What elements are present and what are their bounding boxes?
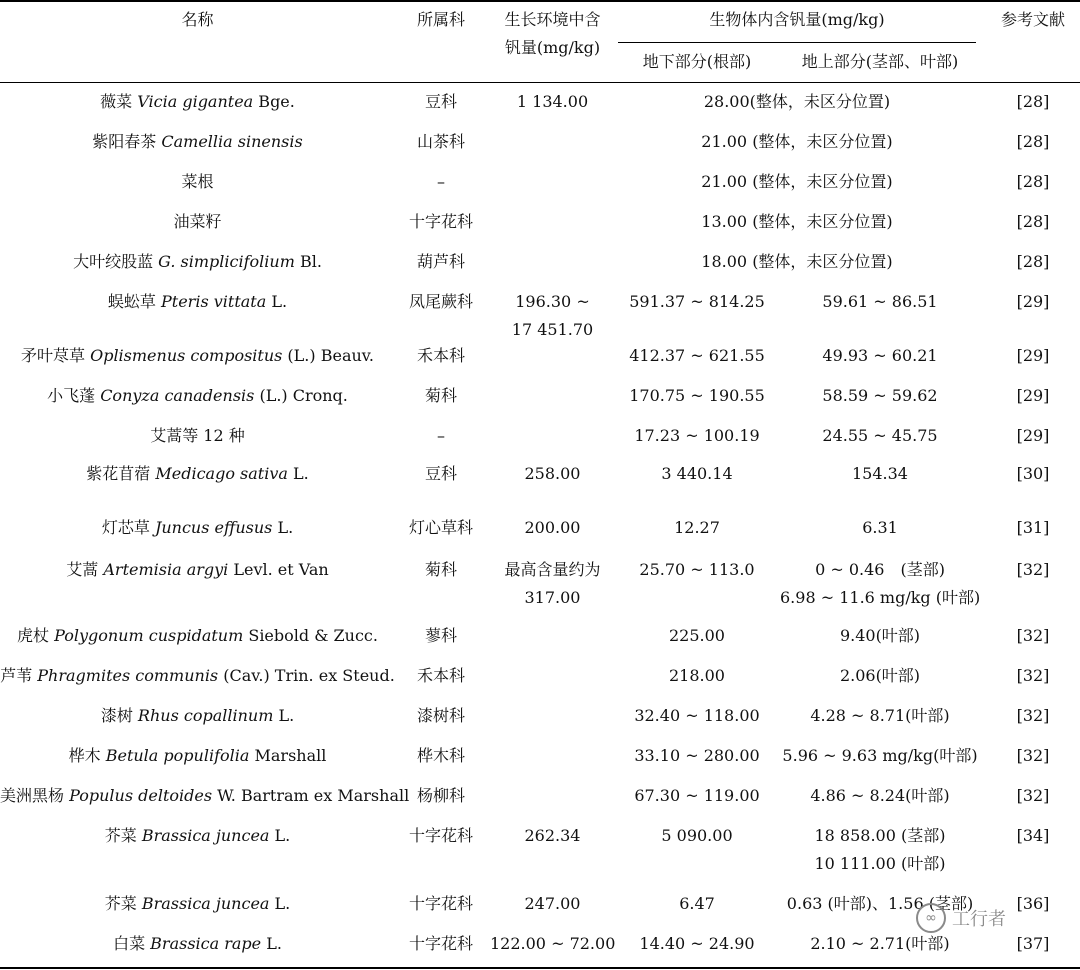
row-family: 蓼科: [424, 626, 457, 645]
row-reference: [29]: [1016, 386, 1050, 405]
row-reference: [32]: [1016, 560, 1050, 579]
row-aboveground: 9.40(叶部): [839, 626, 921, 645]
row-author: L.: [261, 934, 282, 953]
row-underground: 225.00: [669, 626, 725, 645]
row-family: 山茶科: [416, 132, 465, 151]
row-family: 杨柳科: [416, 786, 465, 805]
row-name-cell: [0, 460, 395, 488]
row-family: 漆树科: [416, 706, 465, 725]
row-aboveground-line2: 6.98 ~ 11.6 mg/kg (叶部): [780, 588, 981, 607]
row-name-cell: [0, 248, 395, 276]
row-reference: [29]: [1016, 426, 1050, 445]
row-latin-name: Brassica juncea: [141, 826, 270, 845]
row-underground: 17.23 ~ 100.19: [634, 426, 760, 445]
row-family: 菊科: [424, 560, 457, 579]
row-name-cell: [0, 168, 395, 196]
row-merged-value: 28.00(整体，未区分位置): [703, 92, 891, 111]
row-aboveground: 5.96 ~ 9.63 mg/kg(叶部): [782, 746, 978, 765]
row-underground: 14.40 ~ 24.90: [639, 934, 755, 953]
row-name-cell: [0, 890, 395, 918]
row-env-line2: 317.00: [524, 588, 581, 607]
row-aboveground: 4.28 ~ 8.71(叶部): [810, 706, 950, 725]
row-author: (L.) Beauv.: [282, 346, 375, 365]
row-latin-name: Medicago sativa: [155, 464, 288, 483]
row-family: 十字花科: [408, 934, 473, 953]
row-name-cell: [0, 556, 395, 584]
row-reference: [32]: [1016, 626, 1050, 645]
row-env: 1 134.00: [516, 92, 589, 111]
row-common-name: 桦木: [68, 746, 106, 765]
row-reference: [28]: [1016, 172, 1050, 191]
row-underground: 591.37 ~ 814.25: [629, 292, 765, 311]
row-family: 禾本科: [416, 666, 465, 685]
row-name-cell: [0, 622, 395, 650]
row-reference: [28]: [1016, 92, 1050, 111]
row-author: L.: [269, 894, 291, 913]
row-underground: 3 440.14: [661, 464, 733, 483]
row-family: 禾本科: [416, 346, 465, 365]
row-author: L.: [269, 826, 291, 845]
row-author: (Cav.) Trin. ex Steud.: [218, 666, 395, 685]
row-aboveground: 24.55 ~ 45.75: [822, 426, 938, 445]
row-aboveground: 154.34: [852, 464, 908, 483]
row-merged-value: 21.00 (整体，未区分位置): [701, 172, 893, 191]
top-rule: [0, 0, 1080, 2]
row-name-cell: [0, 662, 395, 690]
row-family: –: [437, 172, 445, 191]
row-name-cell: [0, 930, 395, 958]
row-name-cell: [0, 128, 395, 156]
row-author: Marshall: [249, 746, 327, 765]
row-underground: 5 090.00: [661, 826, 733, 845]
row-latin-name: Juncus effusus: [154, 518, 273, 537]
row-env: 122.00 ~ 72.00: [490, 934, 616, 953]
wechat-logo-icon: ∞: [916, 903, 946, 933]
row-family: 灯心草科: [408, 518, 473, 537]
row-name-cell: [0, 208, 395, 236]
row-aboveground: 2.10 ~ 2.71(叶部): [810, 934, 950, 953]
row-reference: [29]: [1016, 346, 1050, 365]
row-name-cell: [0, 742, 395, 770]
row-underground: 25.70 ~ 113.0: [639, 560, 755, 579]
row-latin-name: Conyza canadensis: [100, 386, 255, 405]
row-common-name: 紫阳春茶: [92, 132, 162, 151]
row-env: 247.00: [524, 894, 581, 913]
row-underground: 67.30 ~ 119.00: [634, 786, 760, 805]
row-common-name: 菜根: [181, 172, 214, 191]
row-common-name: 芥菜: [104, 894, 142, 913]
row-name-cell: [0, 288, 395, 316]
row-common-name: 虎杖: [17, 626, 55, 645]
row-latin-name: Camellia sinensis: [161, 132, 303, 151]
row-latin-name: Brassica juncea: [141, 894, 270, 913]
row-family: 十字花科: [408, 894, 473, 913]
row-name-cell: [0, 382, 395, 410]
row-author: L.: [266, 292, 288, 311]
row-merged-value: 18.00 (整体，未区分位置): [701, 252, 893, 271]
row-common-name: 艾蒿: [66, 560, 104, 579]
row-name-cell: [0, 822, 395, 850]
row-reference: [30]: [1016, 464, 1050, 483]
row-common-name: 芥菜: [104, 826, 142, 845]
row-author: L.: [273, 706, 295, 725]
row-latin-name: Oplismenus compositus: [90, 346, 283, 365]
row-reference: [36]: [1016, 894, 1050, 913]
row-env: 最高含量约为: [504, 560, 601, 579]
row-reference: [32]: [1016, 706, 1050, 725]
row-merged-value: 13.00 (整体，未区分位置): [701, 212, 893, 231]
row-merged-value: 21.00 (整体，未区分位置): [701, 132, 893, 151]
row-aboveground: 58.59 ~ 59.62: [822, 386, 938, 405]
header-family: 所属科: [416, 10, 465, 29]
row-latin-name: Phragmites communis: [37, 666, 219, 685]
row-latin-name: Populus deltoides: [69, 786, 213, 805]
row-underground: 412.37 ~ 621.55: [629, 346, 765, 365]
header-sub-rule: [618, 42, 976, 43]
row-env: 262.34: [524, 826, 581, 845]
header-env-line2: 钒量(mg/kg): [504, 38, 601, 57]
row-reference: [29]: [1016, 292, 1050, 311]
row-latin-name: Artemisia argyi: [103, 560, 229, 579]
header-name: 名称: [181, 10, 214, 29]
row-latin-name: Brassica rape: [150, 934, 262, 953]
row-latin-name: Vicia gigantea: [137, 92, 254, 111]
row-author: W. Bartram ex Marshall: [212, 786, 410, 805]
row-common-name: 美洲黑杨: [0, 786, 70, 805]
row-reference: [37]: [1016, 934, 1050, 953]
row-author: Levl. et Van: [228, 560, 329, 579]
header-underground: 地下部分(根部): [642, 52, 752, 71]
row-underground: 33.10 ~ 280.00: [634, 746, 760, 765]
row-aboveground: 6.31: [862, 518, 898, 537]
row-name-cell: [0, 342, 395, 370]
row-env-line2: 17 451.70: [511, 320, 594, 339]
row-family: 豆科: [424, 464, 457, 483]
row-aboveground: 59.61 ~ 86.51: [822, 292, 938, 311]
row-name-cell: [0, 514, 395, 542]
row-common-name: 大叶绞股蓝: [73, 252, 159, 271]
row-common-name: 蜈蚣草: [107, 292, 162, 311]
row-name-cell: [0, 88, 395, 116]
row-underground: 218.00: [669, 666, 725, 685]
row-reference: [28]: [1016, 132, 1050, 151]
row-author: Siebold & Zucc.: [243, 626, 378, 645]
row-common-name: 白菜: [113, 934, 151, 953]
header-rule: [0, 82, 1080, 83]
row-author: Bge.: [253, 92, 295, 111]
row-family: 桦木科: [416, 746, 465, 765]
row-common-name: 油菜籽: [173, 212, 222, 231]
row-family: 十字花科: [408, 212, 473, 231]
row-author: (L.) Cronq.: [254, 386, 348, 405]
watermark-text: 工行者: [952, 909, 1006, 930]
row-author: Bl.: [294, 252, 322, 271]
row-reference: [28]: [1016, 252, 1050, 271]
watermark: [916, 898, 1056, 938]
bottom-rule: [0, 967, 1080, 969]
row-name-cell: [0, 422, 395, 450]
row-common-name: 灯芯草: [101, 518, 155, 537]
row-env: 196.30 ~: [515, 292, 590, 311]
row-underground: 12.27: [674, 518, 720, 537]
row-aboveground: 49.93 ~ 60.21: [822, 346, 938, 365]
row-name-cell: [0, 782, 410, 810]
row-latin-name: Polygonum cuspidatum: [54, 626, 244, 645]
row-common-name: 漆树: [100, 706, 138, 725]
header-ref: 参考文献: [1000, 10, 1065, 29]
row-aboveground: 18 858.00 (茎部): [814, 826, 946, 845]
row-family: 十字花科: [408, 826, 473, 845]
row-common-name: 矛叶荩草: [20, 346, 91, 365]
row-common-name: 紫花苜蓿: [86, 464, 156, 483]
row-common-name: 艾蒿等 12 种: [150, 426, 245, 445]
row-reference: [31]: [1016, 518, 1050, 537]
row-reference: [28]: [1016, 212, 1050, 231]
row-latin-name: Betula populifolia: [105, 746, 250, 765]
row-latin-name: Rhus copallinum: [137, 706, 274, 725]
row-family: –: [437, 426, 445, 445]
row-reference: [32]: [1016, 786, 1050, 805]
row-underground: 170.75 ~ 190.55: [629, 386, 765, 405]
row-common-name: 小飞蓬: [47, 386, 101, 405]
row-family: 菊科: [424, 386, 457, 405]
row-underground: 6.47: [679, 894, 715, 913]
row-family: 葫芦科: [416, 252, 465, 271]
row-author: L.: [287, 464, 309, 483]
row-env: 258.00: [524, 464, 581, 483]
row-aboveground: 0.63 (叶部)、1.56 (茎部): [786, 894, 974, 913]
row-common-name: 芦苇: [0, 666, 38, 685]
header-aboveground: 地上部分(茎部、叶部): [801, 52, 959, 71]
row-latin-name: Pteris vittata: [161, 292, 267, 311]
row-common-name: 薇菜: [100, 92, 138, 111]
row-family: 豆科: [424, 92, 457, 111]
row-aboveground: 2.06(叶部): [839, 666, 921, 685]
header-bio: 生物体内含钒量(mg/kg): [709, 10, 885, 29]
row-reference: [34]: [1016, 826, 1050, 845]
row-aboveground: 0 ~ 0.46 (茎部): [815, 560, 945, 579]
row-reference: [32]: [1016, 746, 1050, 765]
row-underground: 32.40 ~ 118.00: [634, 706, 760, 725]
row-aboveground: 4.86 ~ 8.24(叶部): [810, 786, 950, 805]
row-aboveground-line2: 10 111.00 (叶部): [814, 854, 946, 873]
header-env-line1: 生长环境中含: [504, 10, 601, 29]
row-author: L.: [272, 518, 294, 537]
row-reference: [32]: [1016, 666, 1050, 685]
row-latin-name: G. simplicifolium: [158, 252, 295, 271]
row-name-cell: [0, 702, 395, 730]
row-family: 凤尾蕨科: [408, 292, 473, 311]
row-env: 200.00: [524, 518, 581, 537]
